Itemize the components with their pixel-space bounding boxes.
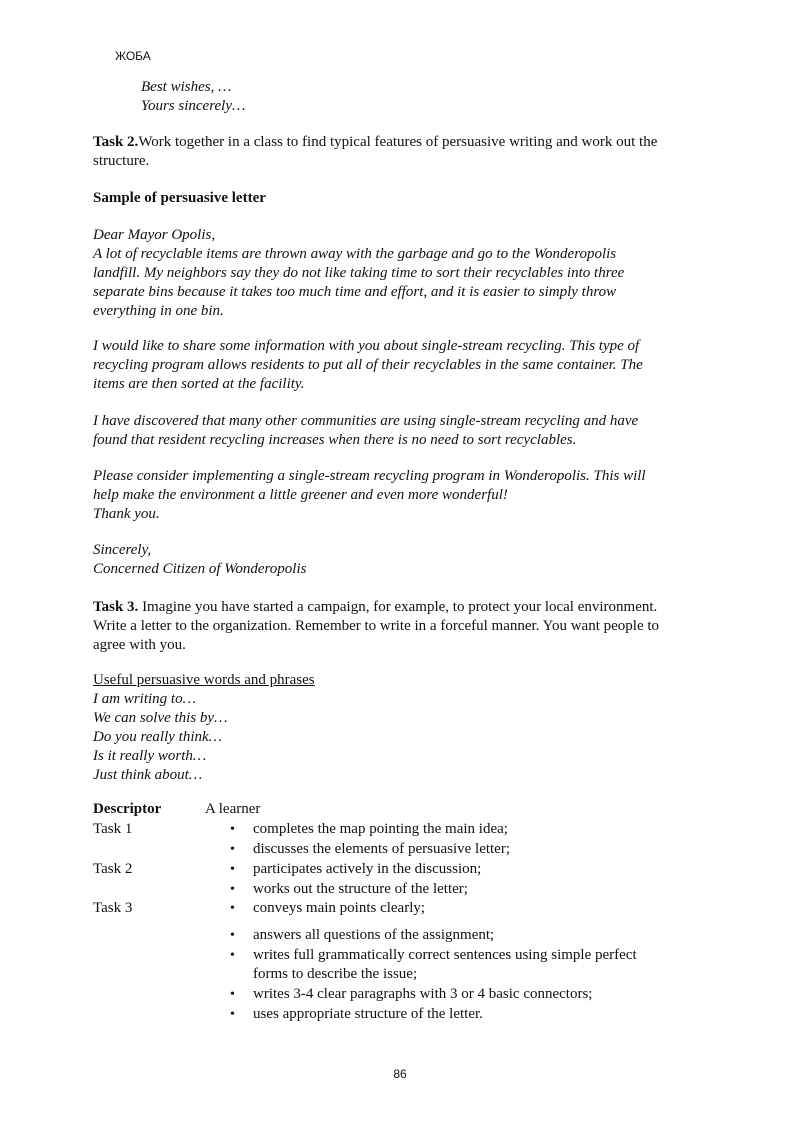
bullet-dot-icon: • <box>230 1007 235 1022</box>
descriptor-bullet: answers all questions of the assignment; <box>253 927 495 943</box>
letter-salutation: Dear Mayor Opolis, <box>93 227 216 243</box>
descriptor-bullet: participates actively in the discussion; <box>253 861 482 877</box>
letter-p1-line: everything in one bin. <box>93 303 224 319</box>
descriptor-subject: A learner <box>205 801 261 817</box>
phrase-item: We can solve this by… <box>93 710 228 726</box>
letter-p2-line: recycling program allows residents to put all of their recyclables in the same container. The <box>93 357 643 373</box>
closing-yours-sincerely: Yours sincerely… <box>141 98 246 114</box>
letter-p4-line: Thank you. <box>93 506 160 522</box>
letter-signoff <box>93 541 713 579</box>
descriptor-task-1: Task 1 <box>93 821 133 837</box>
bullet-dot-icon: • <box>230 862 235 877</box>
descriptor-bullet: writes full grammatically correct sentences using simple perfect <box>253 947 637 963</box>
descriptor-heading: Descriptor <box>93 801 162 817</box>
letter-paragraph-2 <box>93 337 713 394</box>
letter-p2-line: I would like to share some information with you about single-stream recycling. This type of <box>93 338 640 354</box>
letter-p2-line: items are then sorted at the facility. <box>93 376 305 392</box>
phrase-item: Just think about… <box>93 767 203 783</box>
phrase-item: I am writing to… <box>93 691 196 707</box>
bullet-dot-icon: • <box>230 928 235 943</box>
descriptor-bullet: uses appropriate structure of the letter. <box>253 1006 483 1022</box>
letter-p4-line: help make the environment a little greener and even more wonderful! <box>93 487 508 503</box>
page-number: 86 <box>393 1067 407 1081</box>
descriptor-bullet: writes 3-4 clear paragraphs with 3 or 4 basic connectors; <box>253 986 593 1002</box>
letter-p1-line: separate bins because it takes too much time and effort, and it is easier to simply throw <box>93 284 617 300</box>
letter-paragraph-3 <box>93 412 713 450</box>
descriptor-task-2: Task 2 <box>93 861 133 877</box>
task3-text-line2: Write a letter to the organization. Remember to write in a forceful manner. You want people to <box>93 618 660 634</box>
descriptor-task-3: Task 3 <box>93 900 133 916</box>
task3-text-line3: agree with you. <box>93 637 186 653</box>
phrase-item: Do you really think… <box>93 729 223 745</box>
descriptor-bullet: discusses the elements of persuasive letter; <box>253 841 511 857</box>
sample-heading: Sample of persuasive letter <box>93 190 266 206</box>
letter-p1-line: A lot of recyclable items are thrown away with the garbage and go to the Wonderopolis <box>93 246 617 262</box>
letter-p4-line: Please consider implementing a single-stream recycling program in Wonderopolis. This will <box>93 468 646 484</box>
letter-p3-line: found that resident recycling increases when there is no need to sort recyclables. <box>93 432 577 448</box>
letter-signature: Concerned Citizen of Wonderopolis <box>93 561 307 577</box>
phrases-section <box>93 671 713 785</box>
descriptor-bullet: works out the structure of the letter; <box>253 881 468 897</box>
task2-text-line2: structure. <box>93 153 150 169</box>
descriptor-bullet-continuation: forms to describe the issue; <box>253 966 418 982</box>
descriptor-bullet: completes the map pointing the main idea; <box>253 821 508 837</box>
bullet-dot-icon: • <box>230 822 235 837</box>
task2-label: Task 2. <box>93 134 139 150</box>
letter-paragraph-4 <box>93 467 713 524</box>
bullet-dot-icon: • <box>230 987 235 1002</box>
phrases-heading: Useful persuasive words and phrases <box>93 672 315 688</box>
descriptor-bullet: conveys main points clearly; <box>253 900 426 916</box>
phrase-item: Is it really worth… <box>93 748 207 764</box>
letter-p3-line: I have discovered that many other communities are using single-stream recycling and have <box>93 413 639 429</box>
letter-signoff-text: Sincerely, <box>93 542 152 558</box>
letter-paragraph-1 <box>93 245 713 321</box>
task2-paragraph <box>93 133 713 171</box>
bullet-dot-icon: • <box>230 901 235 916</box>
task3-label: Task 3. <box>93 599 139 615</box>
closing-best-wishes: Best wishes, … <box>141 79 232 95</box>
bullet-dot-icon: • <box>230 842 235 857</box>
task3-paragraph <box>93 598 713 655</box>
header-label: ЖОБА <box>115 49 151 63</box>
bullet-dot-icon: • <box>230 948 235 963</box>
task3-text-line1: Imagine you have started a campaign, for example, to protect your local environment. <box>138 599 658 615</box>
letter-p1-line: landfill. My neighbors say they do not like taking time to sort their recyclables into three <box>93 265 625 281</box>
bullet-dot-icon: • <box>230 882 235 897</box>
task2-text-line1: Work together in a class to find typical features of persuasive writing and work out the <box>138 134 658 150</box>
